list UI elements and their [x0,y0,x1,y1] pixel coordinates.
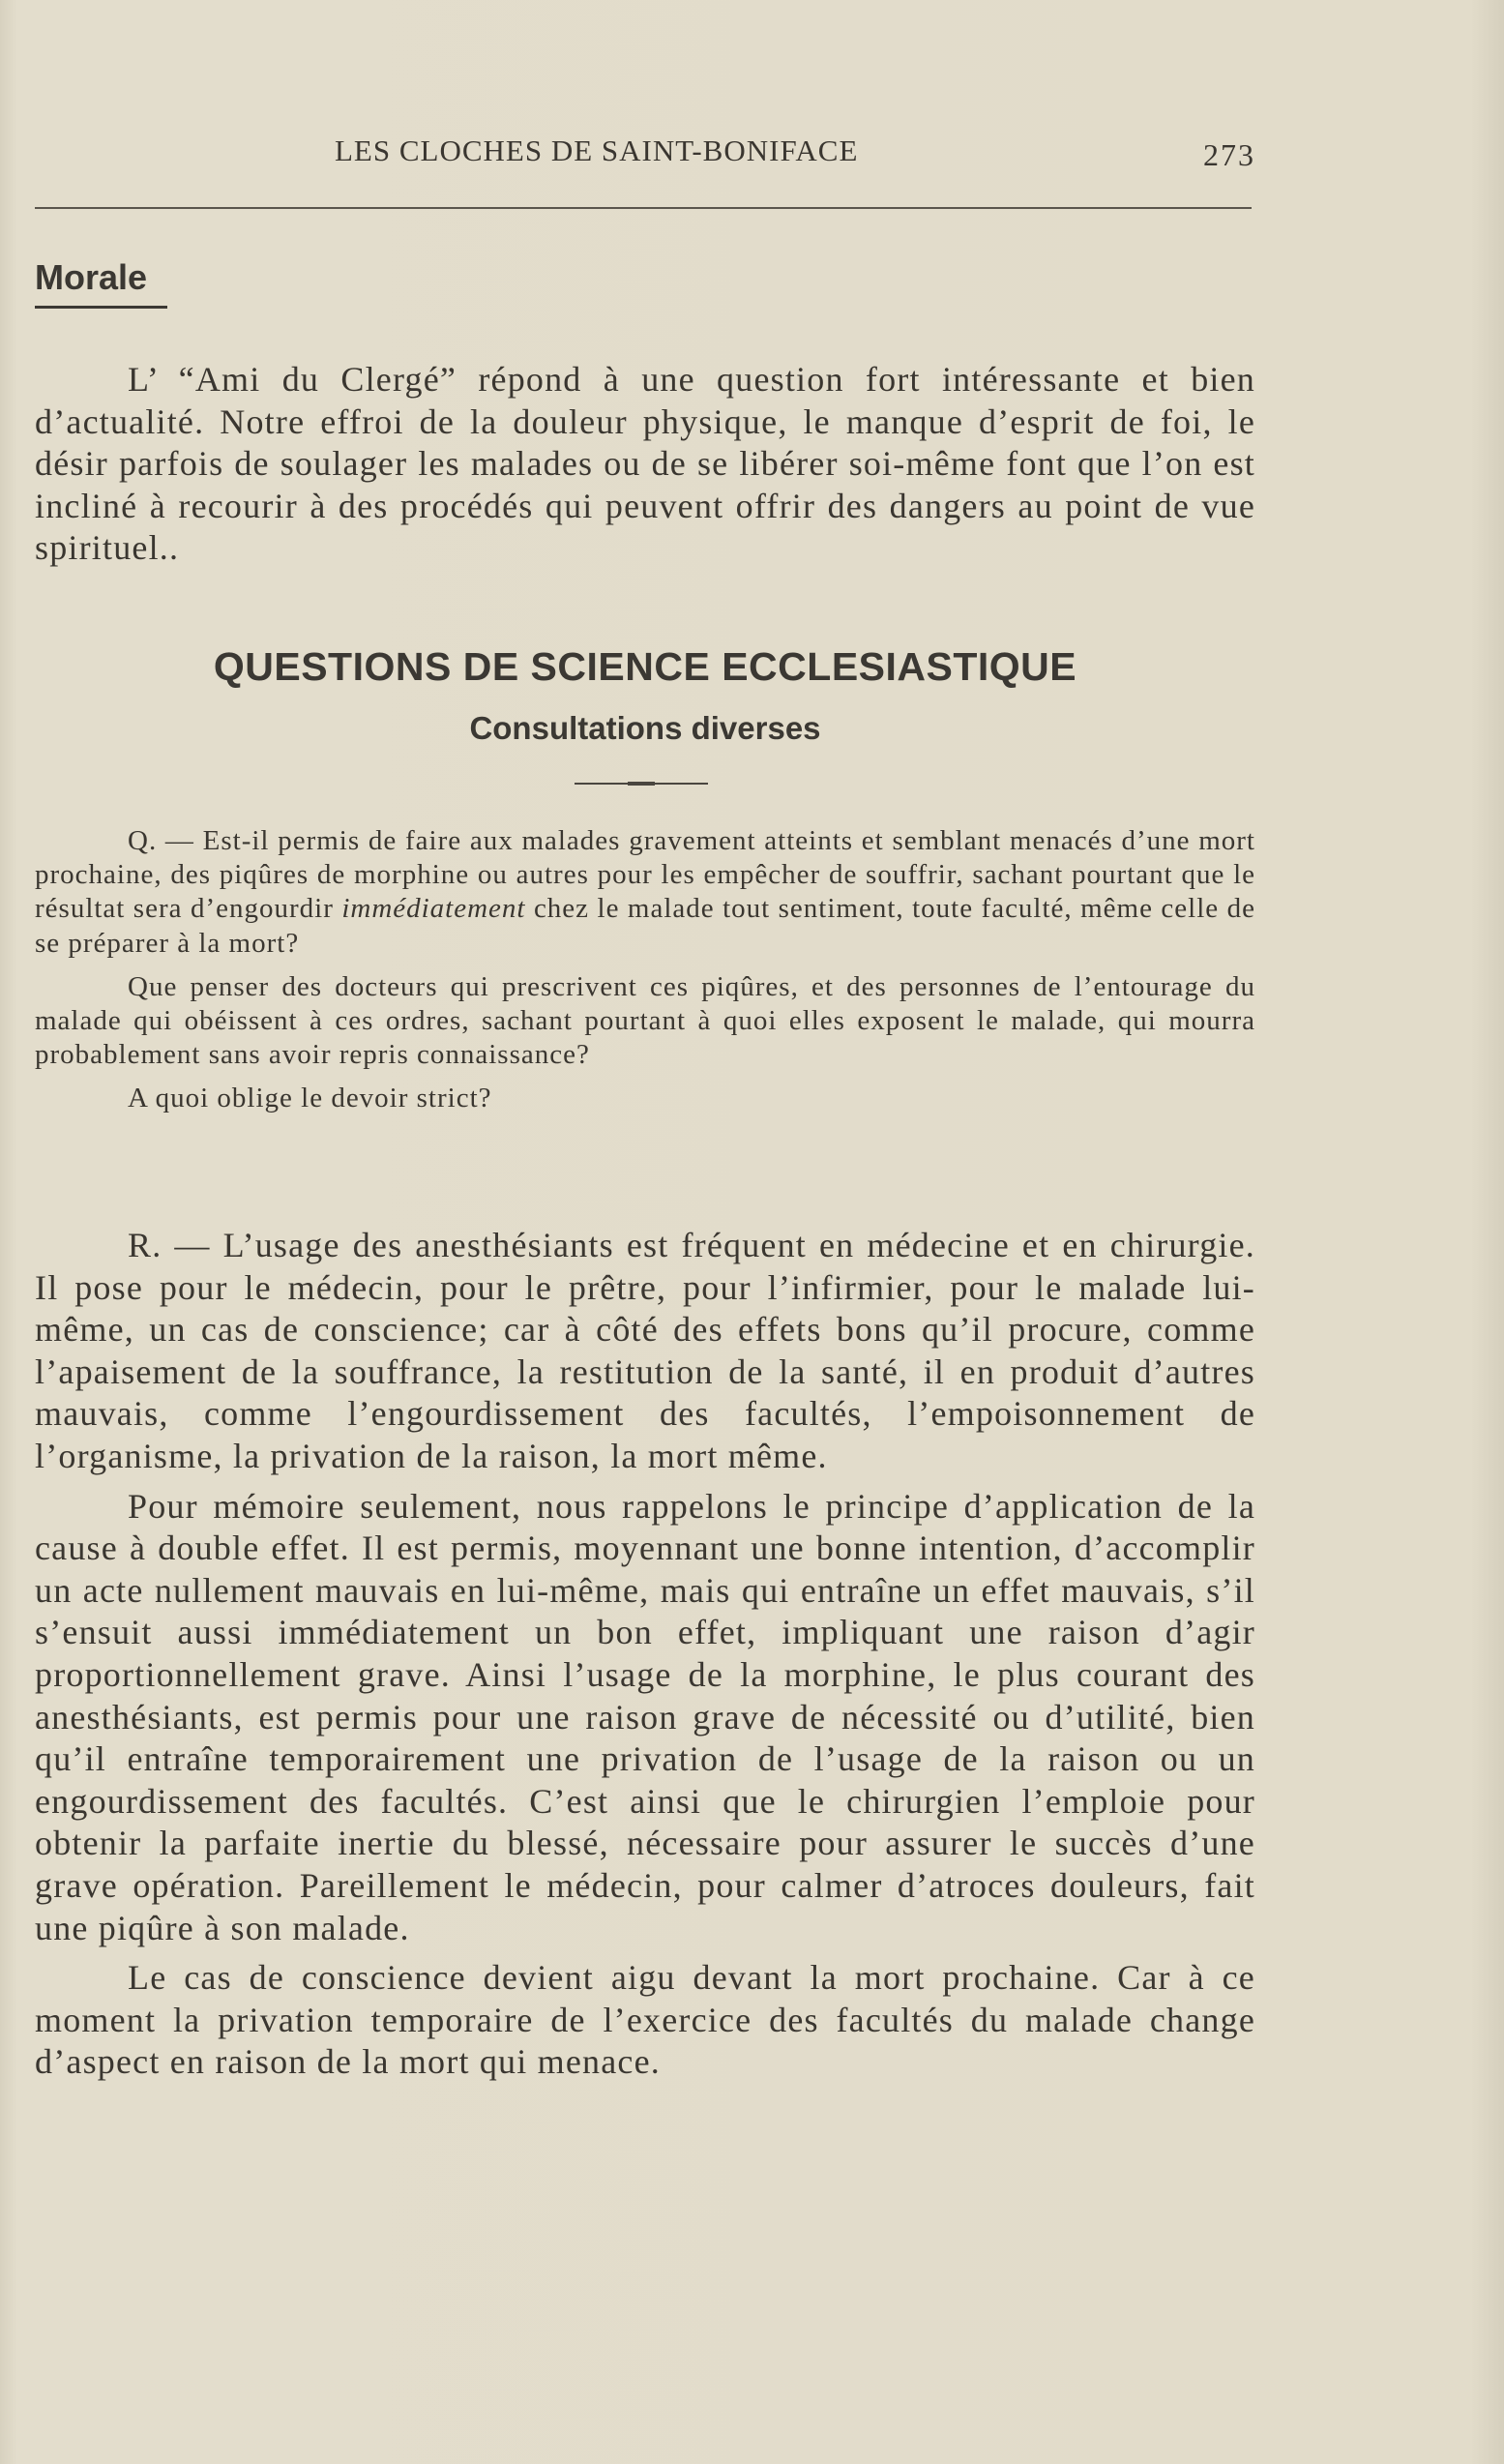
running-head [35,134,1255,178]
question-block [35,824,1255,1116]
intro-paragraph: L’ “Ami du Clergé” répond à une question fort intéressante et bien d’actualité. Notre effroi de la douleur physique, le manque d’esprit de foi, le désir parfois de soulager les malades ou de se libérer soi-même font que l’on est incliné à recourir à des procédés qui peuvent offrir des dangers au point de vue spirituel.. [35,360,1255,568]
section-underline [35,306,167,309]
page-number: 273 [1203,137,1255,172]
article-subheading: Consultations diverses [469,710,821,746]
article-heading: QUESTIONS DE SCIENCE ECCLESIASTIQUE [213,644,1077,689]
running-title: LES CLOCHES DE SAINT-BONIFACE [335,134,859,167]
section-label: Morale [35,257,148,297]
answer-paragraph-2: Pour mémoire seulement, nous rappelons le principe d’application de la cause à double effet. Il est permis, moyennant une bonne intention, d’accomplir un acte nullement mauvais en lui-même, mais qui entraîne un effet mauvais, s’il s’ensuit aussi immédiatement un bon effet, impliquant une raison d’agir proportionnellement grave. Ainsi l’usage de la morphine, le plus courant des anesthésiants, est permis pour une raison grave de nécessité ou d’utilité, bien qu’il entraîne temporairement une privation de l’usage de la raison ou un engourdissement des facultés. C’est ainsi que le chirurgien l’emploie pour obtenir la parfaite inertie du blessé, nécessaire pour assurer le succès d’une grave opération. Pareillement le médecin, pour calmer d’atroces douleurs, fait une piqûre à son malade. [35,1486,1255,1947]
intro-block [35,359,1255,570]
ornament-rule [575,783,708,785]
answer-paragraph-3: Le cas de conscience devient aigu devant la mort prochaine. Car à ce moment la privation temporaire de l’exercice des facultés du malade change d’aspect en raison de la mort qui menace. [35,1958,1255,2082]
header-rule [35,207,1252,209]
answer-block [35,1225,1255,2084]
question-paragraph-3: A quoi oblige le devoir strict? [128,1083,492,1114]
question-emphasis: immédiatement [341,893,526,925]
question-paragraph-1 [35,824,1255,961]
answer-paragraph-1: R. — L’usage des anesthésiants est fréquent en médecine et en chirurgie. Il pose pour le médecin, pour le prêtre, pour l’infirmier, pour le malade lui-même, un cas de conscience; car à côté des effets bons qu’il procure, comme l’apaisement de la souffrance, la restitution de la santé, il en produit d’autres mauvais, comme l’engourdissement des facultés, l’empoisonnement de l’organisme, la privation de la raison, la mort même. [35,1226,1255,1475]
question-paragraph-2: Que penser des docteurs qui prescrivent ces piqûres, et des personnes de l’entourage du malade qui obéissent à ces ordres, sachant pourtant à quoi elles exposent le malade, qui mourra probablement sans avoir repris connaissance? [35,970,1255,1071]
question-text-start: Q. — Est-il permis de faire aux malades gravement atteints et semblant menacés d’une mort prochaine, des piqûres de morphine ou autres pour les empêcher de souffrir, sachant pourtant que le résultat sera d’engourdir [35,825,1255,925]
question-text-end: chez le malade tout sentiment, toute faculté, même celle de se préparer à la mort? [35,893,1255,959]
